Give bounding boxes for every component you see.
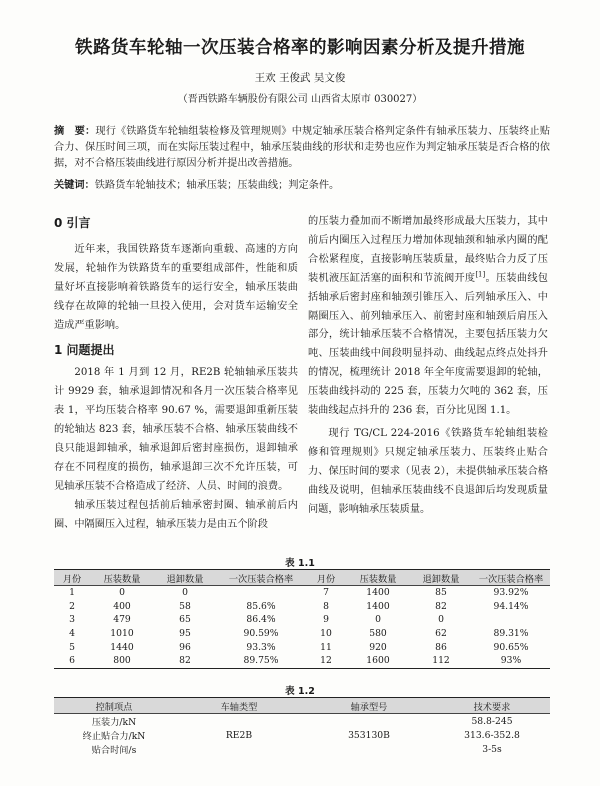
table-row xyxy=(54,627,550,641)
right-paragraph-2: 现行 TG/CL 224-2016《铁路货车轮轴组装检修和管理规则》只规定轴承压装力、压装终止贴合力、保压时间的要求（见表 2），未提供轴承压装合格曲线及说明，但轴承压装曲线不良退卸后均发现质量问题，影响轴承压装质量。 xyxy=(308,427,548,515)
table-row xyxy=(54,714,550,729)
table-header-cell: 一次压装合格率 xyxy=(216,570,306,586)
table-cell: 90.59% xyxy=(243,628,279,640)
table-cell: 93% xyxy=(472,654,550,668)
table-header-cell: 月份 xyxy=(306,570,346,586)
keywords-text: 铁路货车轮轴技术；轴承压装；压装曲线；判定条件。 xyxy=(94,180,340,191)
table-cell: 0 xyxy=(119,587,125,599)
right-paragraph-1 xyxy=(308,213,548,421)
table-cell: 5 xyxy=(69,641,75,653)
table-header-cell: 控制项点 xyxy=(54,698,174,714)
table-cell: 10 xyxy=(320,628,332,640)
table2-caption: 表 1.2 xyxy=(285,686,315,697)
table-cell: 3-5s xyxy=(482,743,502,755)
table-cell: 85.6% xyxy=(246,600,276,612)
table2 xyxy=(54,697,550,756)
table-cell: 9 xyxy=(323,614,329,626)
table-cell: 1600 xyxy=(346,654,410,668)
table-cell: 58.8-245 xyxy=(471,715,513,727)
table-cell: 580 xyxy=(369,628,387,640)
table-cell xyxy=(304,714,434,729)
table-row xyxy=(54,586,550,600)
table-cell: 96 xyxy=(179,641,191,653)
table-row xyxy=(54,728,550,742)
intro-heading: 0 引言 xyxy=(54,216,91,230)
table-cell xyxy=(174,742,304,756)
right-column xyxy=(308,213,548,520)
table-cell: 85 xyxy=(435,587,447,599)
table-cell: 400 xyxy=(113,600,131,612)
table-cell: 353130B xyxy=(348,729,390,741)
table-header-cell: 退卸数量 xyxy=(154,570,216,586)
table-header-cell: 月份 xyxy=(54,570,90,586)
table-cell: 0 xyxy=(438,614,444,626)
authors: 王欢 王俊武 吴文俊 xyxy=(254,72,346,84)
table-cell: 贴合时间/s xyxy=(91,745,137,756)
table-cell: 93.3% xyxy=(246,641,276,653)
table-cell xyxy=(472,613,550,627)
table-cell: 12 xyxy=(306,654,346,668)
left-column xyxy=(54,216,298,535)
table-cell: 压装力/kN xyxy=(91,717,137,728)
table-cell xyxy=(174,714,304,729)
table-cell: 313.6-352.8 xyxy=(464,729,520,741)
problem-paragraph-2: 轴承压装过程包括前后轴承密封圈、轴承前后内圈、中隔圈压入过程，轴承压装力是由五个阶段 xyxy=(54,499,298,530)
problem-heading: 1 问题提出 xyxy=(54,343,115,358)
table-cell: 86.4% xyxy=(246,614,276,626)
table-cell: 62 xyxy=(435,628,447,640)
table-cell: 800 xyxy=(90,654,154,668)
table1-caption: 表 1.1 xyxy=(285,558,315,569)
table-header-cell: 一次压装合格率 xyxy=(472,570,550,586)
table-header-cell: 车轴类型 xyxy=(174,698,304,714)
table-cell: 3 xyxy=(69,614,75,626)
table-header-cell: 压装数量 xyxy=(346,570,410,586)
table-cell: 1400 xyxy=(366,600,390,612)
table-cell xyxy=(304,742,434,756)
table-cell: 479 xyxy=(113,614,131,626)
table-header-cell: 技术要求 xyxy=(434,698,550,714)
table-cell: 0 xyxy=(182,587,188,599)
table-cell: 82 xyxy=(154,654,216,668)
keywords-label: 关键词： xyxy=(54,180,95,191)
table-header-cell: 轴承型号 xyxy=(304,698,434,714)
table-cell: 7 xyxy=(323,587,329,599)
table-header-cell: 退卸数量 xyxy=(410,570,472,586)
problem-paragraph-1: 2018 年 1 月到 12 月，RE2B 轮轴轴承压装共计 9929 套，轴承退卸情况和各月一次压装合格率见表 1，平均压装合格率 90.67 %，需要退卸重新压装的轮轴达 823 套，轴承压装不合格、轴承压装曲线不良只能退卸轴承，轴承退卸后密封座损伤，退卸轴承存在不同程度的损伤，轴承退卸三次不允许压装，可见轴承压装不合格造成了经济、人员、时间的浪费。 xyxy=(54,367,298,492)
table-cell: 终止贴合力/kN xyxy=(82,731,146,742)
table-cell: 1400 xyxy=(366,587,390,599)
table-cell: 112 xyxy=(410,654,472,668)
table-cell: 6 xyxy=(54,654,90,668)
table-cell: 11 xyxy=(320,641,332,653)
abstract-label: 摘 要： xyxy=(54,126,96,137)
table-row xyxy=(54,742,550,756)
table-cell xyxy=(216,586,306,600)
table-cell: 8 xyxy=(323,600,329,612)
keywords xyxy=(54,178,550,194)
table-row xyxy=(54,654,550,668)
table-cell: 1010 xyxy=(110,628,134,640)
abstract-text: 现行《铁路货车轮轴组装检修及管理规则》中规定轴承压装合格判定条件有轴承压装力、压装终止贴合力、保压时间三项，而在实际压装过程中，轴承压装曲线的形状和走势也应作为判定轴承压装是否合格的依据，对不合格压装曲线进行原因分析并提出改善措施。 xyxy=(54,126,551,169)
table-row xyxy=(54,600,550,614)
table-cell: 86 xyxy=(435,641,447,653)
table-cell: 4 xyxy=(69,628,75,640)
table-cell: 65 xyxy=(179,614,191,626)
table-cell: 94.14% xyxy=(493,600,529,612)
table-cell: 1 xyxy=(69,587,75,599)
paper-title: 铁路货车轮轴一次压装合格率的影响因素分析及提升措施 xyxy=(75,38,525,58)
table-cell: 89.31% xyxy=(493,628,529,640)
affiliation: （晋西铁路车辆股份有限公司 山西省太原市 030027） xyxy=(177,94,423,105)
intro-paragraph: 近年来，我国铁路货车逐渐向重载、高速的方向发展，轮轴作为铁路货车的重要组成部件，性能和质量好坏直接影响着铁路货车的运行安全，轴承压装曲线存在故障的轮轴一旦投入使用，会对货车运输安全造成严重影响。 xyxy=(54,243,298,331)
table-cell: 82 xyxy=(435,600,447,612)
table-row xyxy=(54,613,550,627)
table-cell: 920 xyxy=(369,641,387,653)
citation: [1] xyxy=(475,270,486,279)
table-cell: 89.75% xyxy=(216,654,306,668)
table-cell: 90.65% xyxy=(493,641,529,653)
table-cell: 95 xyxy=(179,628,191,640)
right-paragraph-1-text: 的压装力叠加而不断增加最终形成最大压装力，其中前后内圈压入过程压力增加体现轴颈和轴承内圈的配合松紧程度，直接影响压装质量，最终贴合力反了压装机液压缸活塞的面积和节流阀开度 xyxy=(308,216,548,284)
table-header-cell: 压装数量 xyxy=(90,570,154,586)
table-cell: RE2B xyxy=(225,729,253,741)
table1 xyxy=(54,569,550,669)
table-cell: 1440 xyxy=(110,641,134,653)
table-cell: 0 xyxy=(375,614,381,626)
table-cell: 93.92% xyxy=(493,587,529,599)
right-paragraph-1-cont: 。压装曲线包括轴承后密封座和轴颈引锥压入、后列轴承压入、中隔圈压入、前列轴承压入、前密封座和轴颈后肩压入部分，统计轴承压装不合格情况，主要包括压装力欠吨、压装曲线中间段明显抖动、曲线起点终点处抖升的情况，梳理统计 2018 年全年度需要退卸的轮轴，压装曲线抖动的 225 套，压装力欠吨的 362 套，压装曲线起点抖升的 236 套，百分比见图 1.1。 xyxy=(308,272,548,417)
table-row xyxy=(54,640,550,654)
table-cell: 2 xyxy=(69,600,75,612)
abstract xyxy=(54,124,550,172)
table-cell: 58 xyxy=(179,600,191,612)
